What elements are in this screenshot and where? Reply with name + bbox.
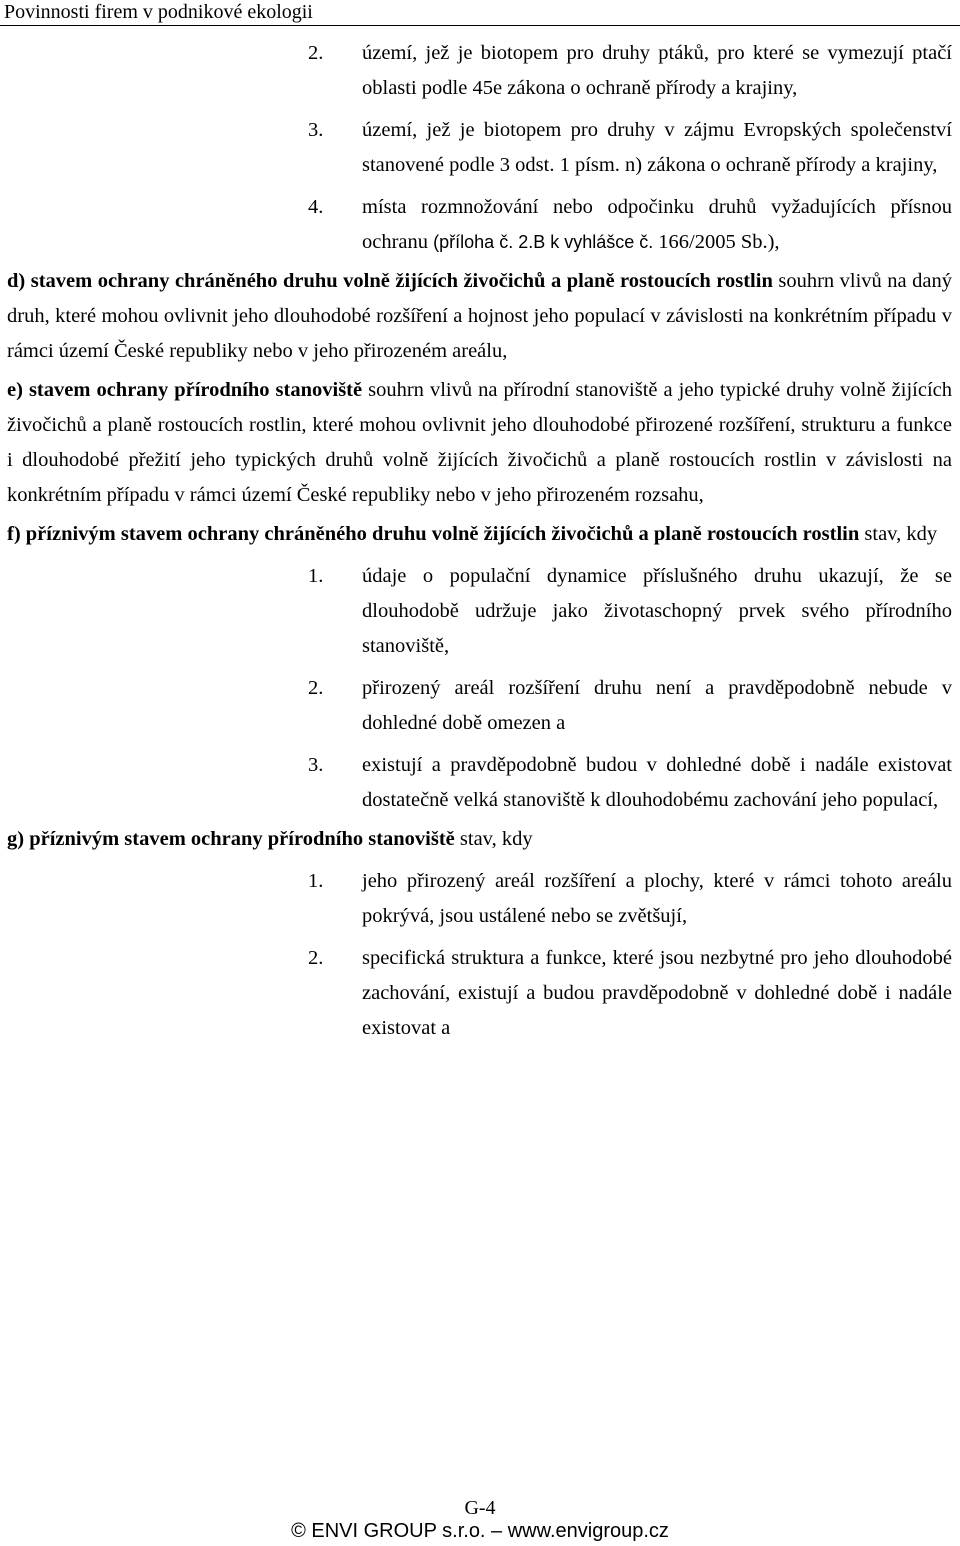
definition-label: f) [7, 523, 21, 545]
list-item-text: údaje o populační dynamice příslušného druhu ukazují, že se dlouhodobě udržuje jako životaschopný prvek svého přírodního stanoviště, [362, 565, 952, 657]
definition-text: souhrn vlivů na daný druh, které mohou ovlivnit jeho dlouhodobé rozšíření a hojnost jeho populací v závislosti na konkrétním případu v rámci území České republiky nebo v jeho přirozeném areálu, [7, 270, 952, 362]
list-item [308, 864, 952, 934]
list-item-text: místa rozmnožování nebo odpočinku druhů vyžadujících přísnou ochranu (příloha č. 2.B k vyhlášce č. 166/2005 Sb.), [362, 196, 952, 253]
list-item-text: specifická struktura a funkce, které jsou nezbytné pro jeho dlouhodobé zachování, existují a budou pravděpodobně v dohledné době i nadále existovat a [362, 947, 952, 1039]
list-item-number: 4. [308, 196, 324, 218]
list-item-number: 2. [308, 947, 324, 969]
list-item-number: 3. [308, 754, 324, 776]
list-item [308, 671, 952, 741]
list-item-number: 2. [308, 42, 324, 64]
list-item-number: 3. [308, 119, 324, 141]
definition-text: stav, kdy [454, 828, 533, 850]
definition-label: d) [7, 270, 26, 292]
definition-term: stavem ochrany přírodního stanoviště [28, 379, 363, 401]
definition-label: g) [7, 828, 25, 850]
list-item-text: existují a pravděpodobně budou v dohledné době i nadále existovat dostatečně velká stanoviště k dlouhodobému zachování jeho populací, [362, 754, 952, 811]
definition-e [7, 373, 953, 513]
list-item-text: území, jež je biotopem pro druhy ptáků, pro které se vymezují ptačí oblasti podle 45e zákona o ochraně přírody a krajiny, [362, 42, 952, 99]
list-item [308, 113, 952, 183]
definition-term: stavem ochrany chráněného druhu volně žijících živočichů a planě rostoucích rostlin [30, 270, 773, 292]
definition-term: příznivým stavem ochrany přírodního stanoviště [29, 828, 455, 850]
definition-d [7, 264, 952, 369]
copyright-text: © ENVI GROUP s.r.o. – [291, 1520, 503, 1542]
list-item [308, 941, 952, 1046]
footer-copyright [0, 1520, 960, 1543]
list-item-number: 1. [308, 870, 324, 892]
document-body [0, 36, 960, 1046]
list-item-text: jeho přirozený areál rozšíření a plochy, které v rámci tohoto areálu pokrývá, jsou ustálené nebo se zvětšují, [362, 870, 952, 927]
definition-label: e) [7, 379, 23, 401]
list-item-number: 2. [308, 677, 324, 699]
list-item [308, 190, 952, 260]
list-item-text: přirozený areál rozšíření druhu není a pravděpodobně nebude v dohledné době omezen a [362, 677, 952, 734]
running-header [0, 0, 960, 26]
header-title: Povinnosti firem v podnikové ekologii [4, 1, 313, 23]
list-item [308, 559, 952, 664]
definition-text: souhrn vlivů na přírodní stanoviště a jeho typické druhy volně žijících živočichů a planě rostoucích rostlin, které mohou ovlivnit jeho dlouhodobé přirozené rozšíření, strukturu a funkce i dlouhodobé přežití jeho typických druhů volně žijících živočichů a planě rostoucích rostlin v závislosti na konkrétním případu v rámci území České republiky nebo v jeho přirozeném rozsahu, [7, 379, 953, 506]
definition-f [7, 517, 952, 552]
definition-g [7, 822, 952, 857]
list-item-number: 1. [308, 565, 324, 587]
list-item [308, 748, 952, 818]
list-item [308, 36, 952, 106]
page-number: G-4 [464, 1497, 496, 1519]
list-item-text: území, jež je biotopem pro druhy v zájmu Evropských společenství stanovené podle 3 odst. 1 písm. n) zákona o ochraně přírody a krajiny, [362, 119, 952, 176]
definition-term: příznivým stavem ochrany chráněného druhu volně žijících živočichů a planě rostoucích rostlin [25, 523, 860, 545]
website-link[interactable]: www.envigroup.cz [507, 1520, 669, 1542]
definition-text: stav, kdy [859, 523, 938, 545]
